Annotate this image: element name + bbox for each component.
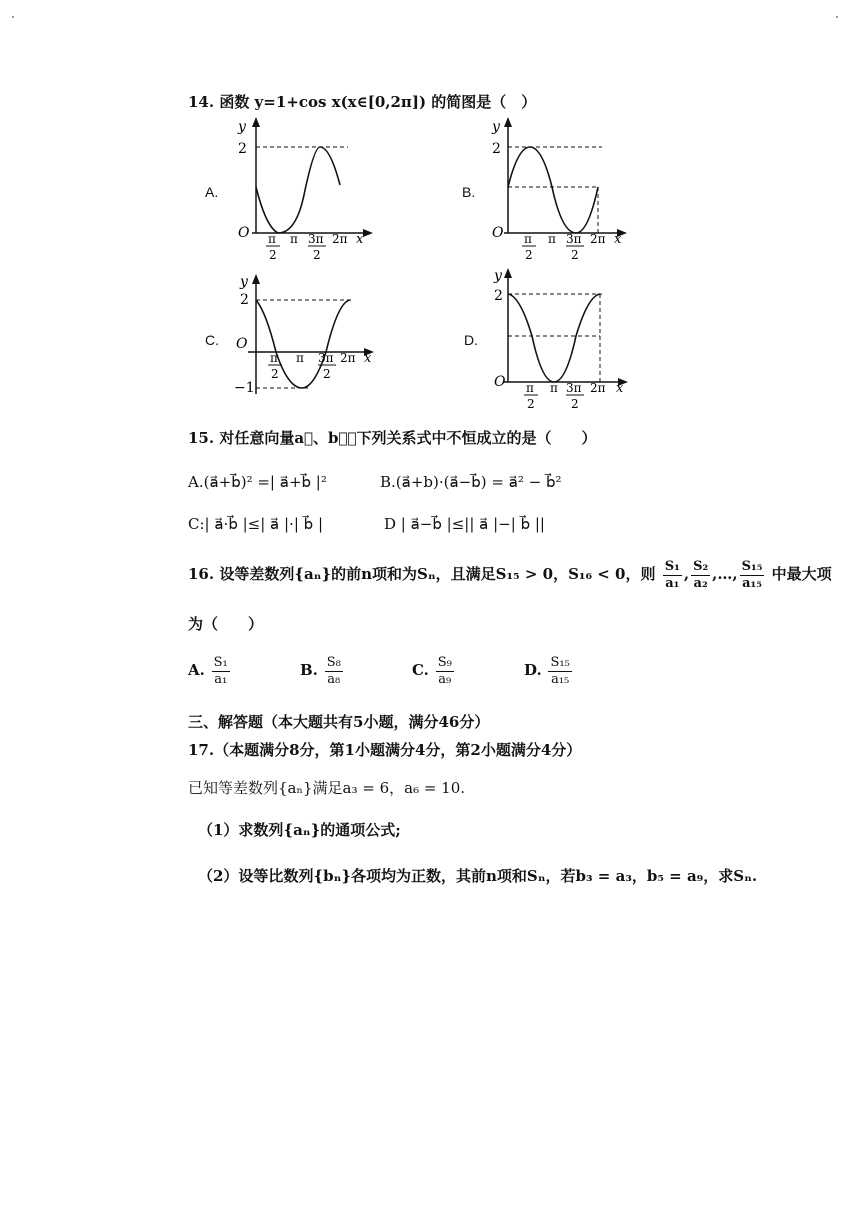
seq-frac-1: $\frac{\text{S₁}}{\text{a₁}}$ <box>664 558 680 591</box>
origin-label: O <box>238 225 250 241</box>
q17-part2: （2）设等比数列{bₙ}各项均为正数，其前n项和Sₙ，若b₃ = a₃，b₅ = a₉，求Sₙ. <box>198 867 758 885</box>
y-axis-label: y <box>238 119 246 135</box>
q17-head: 17.（本题满分8分，第1小题满分4分，第2小题满分4分） <box>188 741 582 759</box>
q17-part1: （1）求数列{aₙ}的通项公式; <box>198 821 401 839</box>
svg-text:2: 2 <box>323 367 331 381</box>
svg-text:π: π <box>268 232 276 246</box>
q15-option-b: B.(a⃗+b)·(a⃗−b⃗) = a⃗² − b⃗² <box>380 473 562 491</box>
q16-option-d: D. $\frac{\text{S₁₅}}{\text{a₁₅}}$ <box>524 654 570 687</box>
svg-text:2π: 2π <box>590 381 606 395</box>
graph-d-label: D. <box>464 332 478 348</box>
seq-frac-2: $\frac{\text{S₂}}{\text{a₂}}$ <box>693 558 709 591</box>
svg-text:π: π <box>550 381 558 395</box>
seq-frac-15: $\frac{\text{S₁₅}}{\text{a₁₅}}$ <box>741 558 763 591</box>
svg-text:2π: 2π <box>590 232 606 246</box>
svg-text:2: 2 <box>494 288 503 304</box>
q15-option-d: D | a⃗−b⃗ |≤|| a⃗ |−| b⃗ || <box>384 515 545 533</box>
ymax-label: 2 <box>238 141 247 157</box>
svg-text:3π: 3π <box>566 232 582 246</box>
svg-text:π: π <box>548 232 556 246</box>
svg-text:x: x <box>614 232 622 247</box>
graph-a-label: A. <box>205 184 219 200</box>
svg-text:−1: −1 <box>234 380 255 396</box>
svg-text:2: 2 <box>525 248 533 262</box>
svg-text:2: 2 <box>313 248 321 262</box>
svg-text:y: y <box>494 268 502 284</box>
q16-option-a: A. $\frac{\text{S₁}}{\text{a₁}}$ <box>188 654 228 687</box>
graph-c <box>228 272 388 416</box>
svg-text:O: O <box>492 225 504 241</box>
svg-text:O: O <box>494 374 506 390</box>
svg-text:O: O <box>236 336 248 352</box>
section-3-title: 三、解答题（本大题共有5小题，满分46分） <box>188 713 490 731</box>
graph-c-label: C. <box>205 332 219 348</box>
svg-text:π: π <box>524 232 532 246</box>
graph-a <box>228 115 378 269</box>
svg-text:x: x <box>616 381 624 396</box>
q17-given: 已知等差数列{aₙ}满足a₃ = 6，a₆ = 10. <box>188 779 466 797</box>
svg-text:π: π <box>270 351 278 365</box>
svg-text:2: 2 <box>492 141 501 157</box>
svg-text:π: π <box>290 232 298 246</box>
svg-text:2π: 2π <box>340 351 356 365</box>
q16-stem: 16. 设等差数列{aₙ}的前n项和为Sₙ，且满足S₁₅ > 0，S₁₆ < 0，则 $\frac{\text{S₁}}{\text{a₁}}$ , $\frac{\text{S₂}}{\text{a₂}}$ ,…, $\frac{\text{S₁₅}}{\text{a₁₅}}$ 中最大项 <box>188 558 832 591</box>
q14-stem: 14. 函数 y=1+cos x(x∈[0,2π]) 的简图是（ ） <box>188 93 537 111</box>
q16-option-c: C. $\frac{\text{S₉}}{\text{a₉}}$ <box>412 654 452 687</box>
svg-text:y: y <box>492 119 500 135</box>
scan-dot <box>836 16 838 18</box>
graph-b <box>482 115 642 269</box>
q15-stem: 15. 对任意向量a⃗、b⃗，下列关系式中不恒成立的是（ ） <box>188 429 597 447</box>
svg-text:2: 2 <box>269 248 277 262</box>
graph-b-label: B. <box>462 184 476 200</box>
svg-text:2: 2 <box>240 292 249 308</box>
q16-option-b: B. $\frac{\text{S₈}}{\text{a₈}}$ <box>300 654 341 687</box>
svg-text:2π: 2π <box>332 232 348 246</box>
svg-text:y: y <box>240 274 248 290</box>
graph-d <box>482 266 642 420</box>
svg-text:x: x <box>356 232 364 247</box>
svg-text:3π: 3π <box>308 232 324 246</box>
scan-dot <box>12 16 14 18</box>
q16-stem-cont: 为（ ） <box>188 615 264 633</box>
svg-text:π: π <box>526 381 534 395</box>
svg-text:2: 2 <box>527 397 535 411</box>
q15-option-a: A.(a⃗+b⃗)² =| a⃗+b⃗ |² <box>188 473 327 491</box>
svg-text:x: x <box>364 351 372 366</box>
svg-text:2: 2 <box>571 248 579 262</box>
svg-text:3π: 3π <box>566 381 582 395</box>
svg-text:2: 2 <box>571 397 579 411</box>
svg-text:π: π <box>296 351 304 365</box>
svg-text:2: 2 <box>271 367 279 381</box>
q15-option-c: C:| a⃗·b⃗ |≤| a⃗ |·| b⃗ | <box>188 515 323 533</box>
svg-text:3π: 3π <box>318 351 334 365</box>
